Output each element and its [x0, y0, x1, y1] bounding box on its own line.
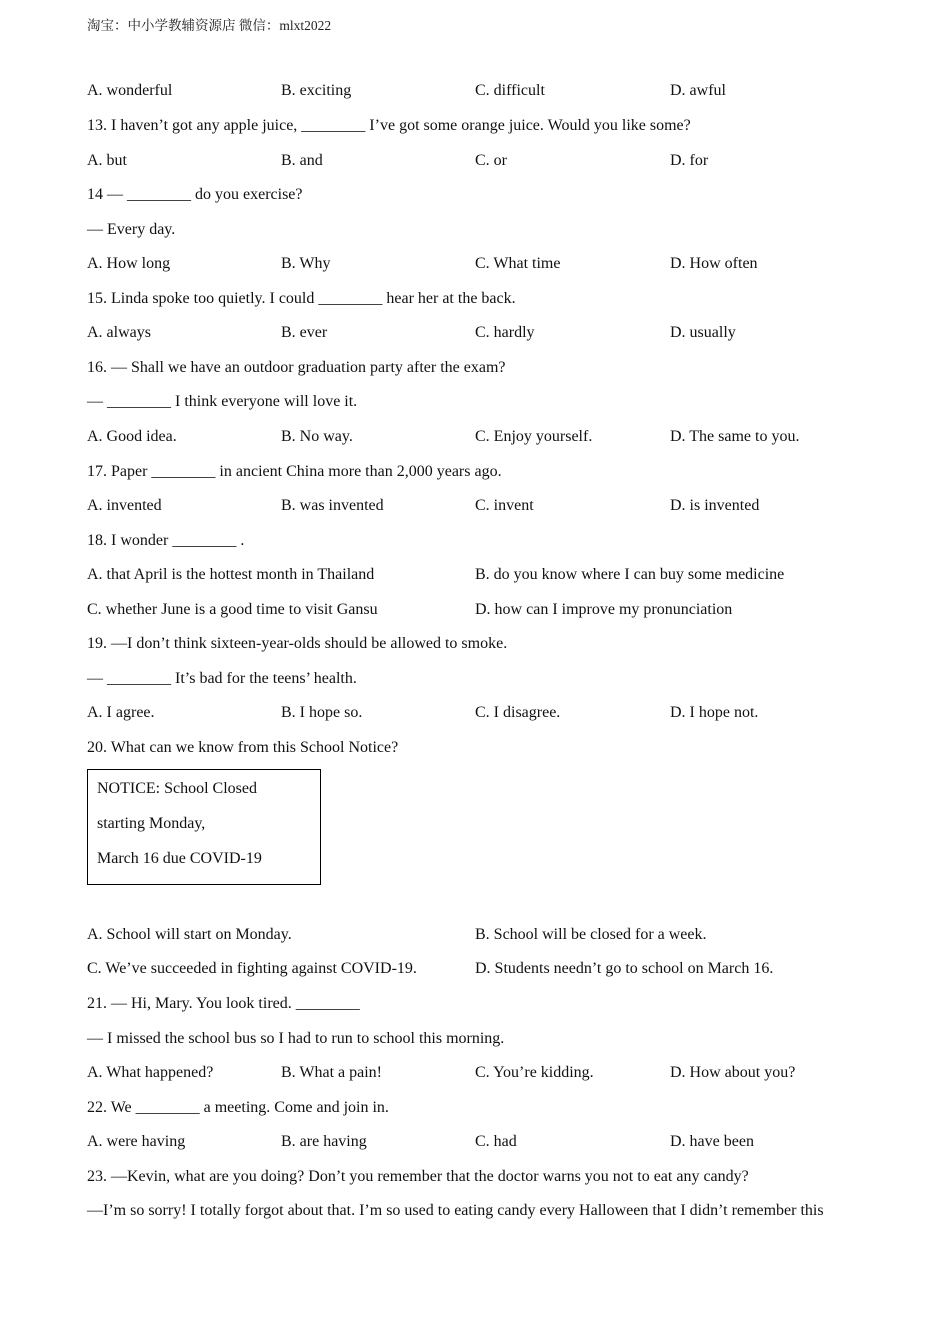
q16-option-b[interactable]: B. No way.: [281, 428, 353, 445]
q14-reply: — Every day.: [87, 221, 176, 238]
q19-option-a[interactable]: A. I agree.: [87, 704, 155, 721]
q21-option-b[interactable]: B. What a pain!: [281, 1064, 383, 1081]
q15-stem: 15. Linda spoke too quietly. I could ________ hear her at the back.: [87, 290, 516, 307]
q20-stem: 20. What can we know from this School Notice?: [87, 739, 399, 756]
q14-option-b[interactable]: B. Why: [281, 255, 331, 272]
school-notice-box: [87, 769, 321, 885]
q19-stem: 19. —I don’t think sixteen-year-olds should be allowed to smoke.: [87, 635, 508, 652]
page-header-watermark: 淘宝：中小学教辅资源店 微信：mlxt2022: [87, 18, 332, 33]
q20-option-d[interactable]: D. Students needn’t go to school on March 16.: [475, 960, 774, 977]
q18-stem: 18. I wonder ________ .: [87, 532, 245, 549]
q22-option-a[interactable]: A. were having: [87, 1133, 186, 1150]
q22-option-c[interactable]: C. had: [475, 1133, 517, 1150]
q15-options: [87, 323, 887, 343]
q16-reply: — ________ I think everyone will love it.: [87, 393, 358, 410]
q12-option-d[interactable]: D. awful: [670, 82, 726, 99]
q14-option-d[interactable]: D. How often: [670, 255, 758, 272]
q15-option-d[interactable]: D. usually: [670, 324, 736, 341]
q13-option-d[interactable]: D. for: [670, 152, 709, 169]
q21-reply: — I missed the school bus so I had to run to school this morning.: [87, 1030, 505, 1047]
q12-option-c[interactable]: C. difficult: [475, 82, 545, 99]
q23-stem: 23. —Kevin, what are you doing? Don’t you remember that the doctor warns you not to eat any candy?: [87, 1168, 749, 1185]
q22-option-b[interactable]: B. are having: [281, 1133, 367, 1150]
q21-option-c[interactable]: C. You’re kidding.: [475, 1064, 594, 1081]
q22-stem: 22. We ________ a meeting. Come and join in.: [87, 1099, 389, 1116]
q21-stem: 21. — Hi, Mary. You look tired. ________: [87, 995, 360, 1012]
q17-stem: 17. Paper ________ in ancient China more than 2,000 years ago.: [87, 463, 502, 480]
q14-option-c[interactable]: C. What time: [475, 255, 561, 272]
q21-option-a[interactable]: A. What happened?: [87, 1064, 214, 1081]
q14-options: [87, 254, 887, 274]
q19-reply: — ________ It’s bad for the teens’ health.: [87, 670, 357, 687]
q15-option-c[interactable]: C. hardly: [475, 324, 535, 341]
q19-options: [87, 703, 887, 723]
q22-options: [87, 1132, 887, 1152]
q12-option-a[interactable]: A. wonderful: [87, 82, 173, 99]
q12-options: [87, 81, 887, 101]
q15-option-b[interactable]: B. ever: [281, 324, 328, 341]
q18-option-b[interactable]: B. do you know where I can buy some medicine: [475, 566, 785, 583]
q13-stem: 13. I haven’t got any apple juice, ________ I’ve got some orange juice. Would you like some?: [87, 117, 691, 134]
q17-option-a[interactable]: A. invented: [87, 497, 162, 514]
q21-option-d[interactable]: D. How about you?: [670, 1064, 796, 1081]
q16-options: [87, 427, 887, 447]
q15-option-a[interactable]: A. always: [87, 324, 151, 341]
q23-reply: —I’m so sorry! I totally forgot about that. I’m so used to eating candy every Halloween that I didn’t remember this: [87, 1202, 824, 1219]
q19-option-d[interactable]: D. I hope not.: [670, 704, 759, 721]
q19-option-c[interactable]: C. I disagree.: [475, 704, 561, 721]
q17-options: [87, 496, 887, 516]
q19-option-b[interactable]: B. I hope so.: [281, 704, 363, 721]
q20-options-row2: [87, 959, 887, 979]
notice-line-3: March 16 due COVID-19: [97, 850, 262, 867]
q18-option-c[interactable]: C. whether June is a good time to visit Gansu: [87, 601, 378, 618]
q16-option-a[interactable]: A. Good idea.: [87, 428, 177, 445]
q17-option-c[interactable]: C. invent: [475, 497, 534, 514]
q13-option-a[interactable]: A. but: [87, 152, 127, 169]
q14-option-a[interactable]: A. How long: [87, 255, 171, 272]
q20-option-a[interactable]: A. School will start on Monday.: [87, 926, 292, 943]
q22-option-d[interactable]: D. have been: [670, 1133, 754, 1150]
q16-option-c[interactable]: C. Enjoy yourself.: [475, 428, 593, 445]
q20-options-row1: [87, 925, 887, 945]
q14-stem: 14 — ________ do you exercise?: [87, 186, 303, 203]
q13-options: [87, 151, 887, 171]
notice-line-2: starting Monday,: [97, 815, 206, 832]
q13-option-b[interactable]: B. and: [281, 152, 323, 169]
q18-option-d[interactable]: D. how can I improve my pronunciation: [475, 601, 733, 618]
q17-option-b[interactable]: B. was invented: [281, 497, 384, 514]
q16-option-d[interactable]: D. The same to you.: [670, 428, 800, 445]
notice-line-1: NOTICE: School Closed: [97, 780, 257, 797]
q16-stem: 16. — Shall we have an outdoor graduation party after the exam?: [87, 359, 506, 376]
q20-option-c[interactable]: C. We’ve succeeded in fighting against COVID-19.: [87, 960, 417, 977]
q17-option-d[interactable]: D. is invented: [670, 497, 760, 514]
q13-option-c[interactable]: C. or: [475, 152, 507, 169]
q20-option-b[interactable]: B. School will be closed for a week.: [475, 926, 707, 943]
q12-option-b[interactable]: B. exciting: [281, 82, 352, 99]
q18-option-a[interactable]: A. that April is the hottest month in Thailand: [87, 566, 375, 583]
q18-options-row1: [87, 565, 887, 585]
q18-options-row2: [87, 600, 887, 620]
q21-options: [87, 1063, 887, 1083]
